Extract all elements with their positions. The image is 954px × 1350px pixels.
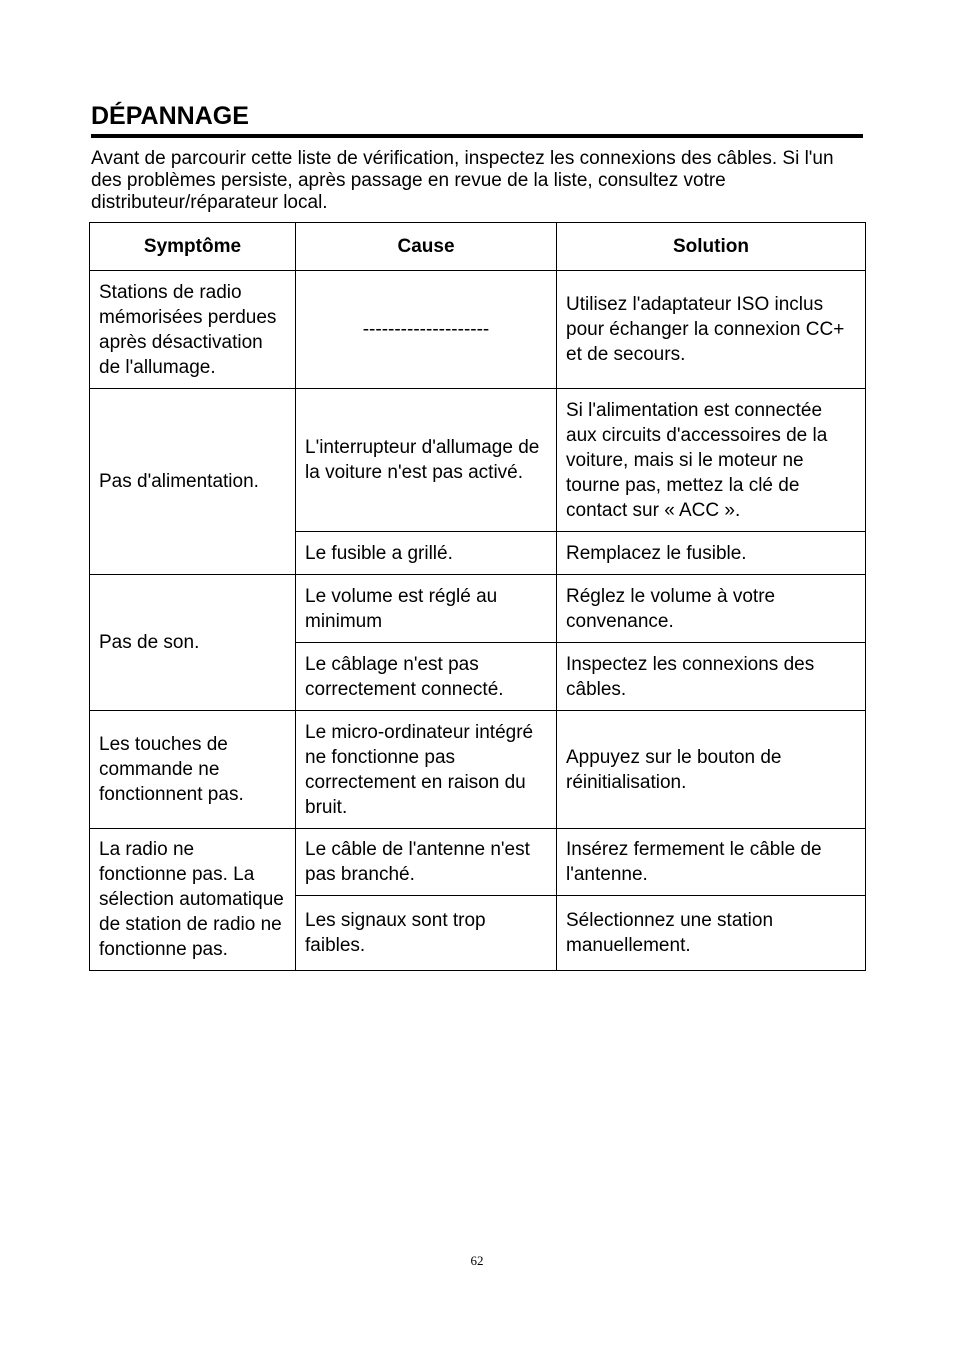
symptom-cell: Pas de son. — [90, 575, 296, 711]
solution-cell: Sélectionnez une station manuellement. — [557, 896, 866, 971]
solution-cell: Insérez fermement le câble de l'antenne. — [557, 829, 866, 896]
header-symptom: Symptôme — [90, 223, 296, 271]
troubleshooting-table — [89, 222, 866, 971]
intro-paragraph: Avant de parcourir cette liste de vérification, inspectez les connexions des câbles. Si l'un des problèmes persiste, après passage en revue de la liste, consultez votre distributeur/réparateur local. — [91, 148, 834, 213]
solution-cell: Si l'alimentation est connectée aux circuits d'accessoires de la voiture, mais si le moteur ne tourne pas, mettez la clé de contact sur « ACC ». — [557, 389, 866, 532]
symptom-cell: La radio ne fonctionne pas. La sélection automatique de station de radio ne fonctionne pas. — [90, 829, 296, 971]
table-row — [90, 829, 866, 896]
cause-cell: Le câblage n'est pas correctement connecté. — [296, 643, 557, 711]
table-row — [90, 271, 866, 389]
solution-cell: Réglez le volume à votre convenance. — [557, 575, 866, 643]
title-underline — [91, 134, 863, 138]
cause-cell: Les signaux sont trop faibles. — [296, 896, 557, 971]
cause-cell: -------------------- — [296, 271, 557, 389]
solution-cell: Utilisez l'adaptateur ISO inclus pour échanger la connexion CC+ et de secours. — [557, 271, 866, 389]
solution-cell: Appuyez sur le bouton de réinitialisation. — [557, 711, 866, 829]
table-row — [90, 389, 866, 532]
cause-cell: Le micro-ordinateur intégré ne fonctionne pas correctement en raison du bruit. — [296, 711, 557, 829]
header-solution: Solution — [557, 223, 866, 271]
cause-cell: Le câble de l'antenne n'est pas branché. — [296, 829, 557, 896]
table-row — [90, 711, 866, 829]
page-number: 62 — [470, 1253, 484, 1268]
solution-cell: Remplacez le fusible. — [557, 532, 866, 575]
cause-cell: L'interrupteur d'allumage de la voiture n'est pas activé. — [296, 389, 557, 532]
symptom-cell: Pas d'alimentation. — [90, 389, 296, 575]
header-cause: Cause — [296, 223, 557, 271]
symptom-cell: Stations de radio mémorisées perdues après désactivation de l'allumage. — [90, 271, 296, 389]
symptom-cell: Les touches de commande ne fonctionnent pas. — [90, 711, 296, 829]
page-title: DÉPANNAGE — [91, 102, 249, 130]
table-row — [90, 575, 866, 643]
table-header-row — [90, 223, 866, 271]
cause-cell: Le fusible a grillé. — [296, 532, 557, 575]
cause-cell: Le volume est réglé au minimum — [296, 575, 557, 643]
solution-cell: Inspectez les connexions des câbles. — [557, 643, 866, 711]
